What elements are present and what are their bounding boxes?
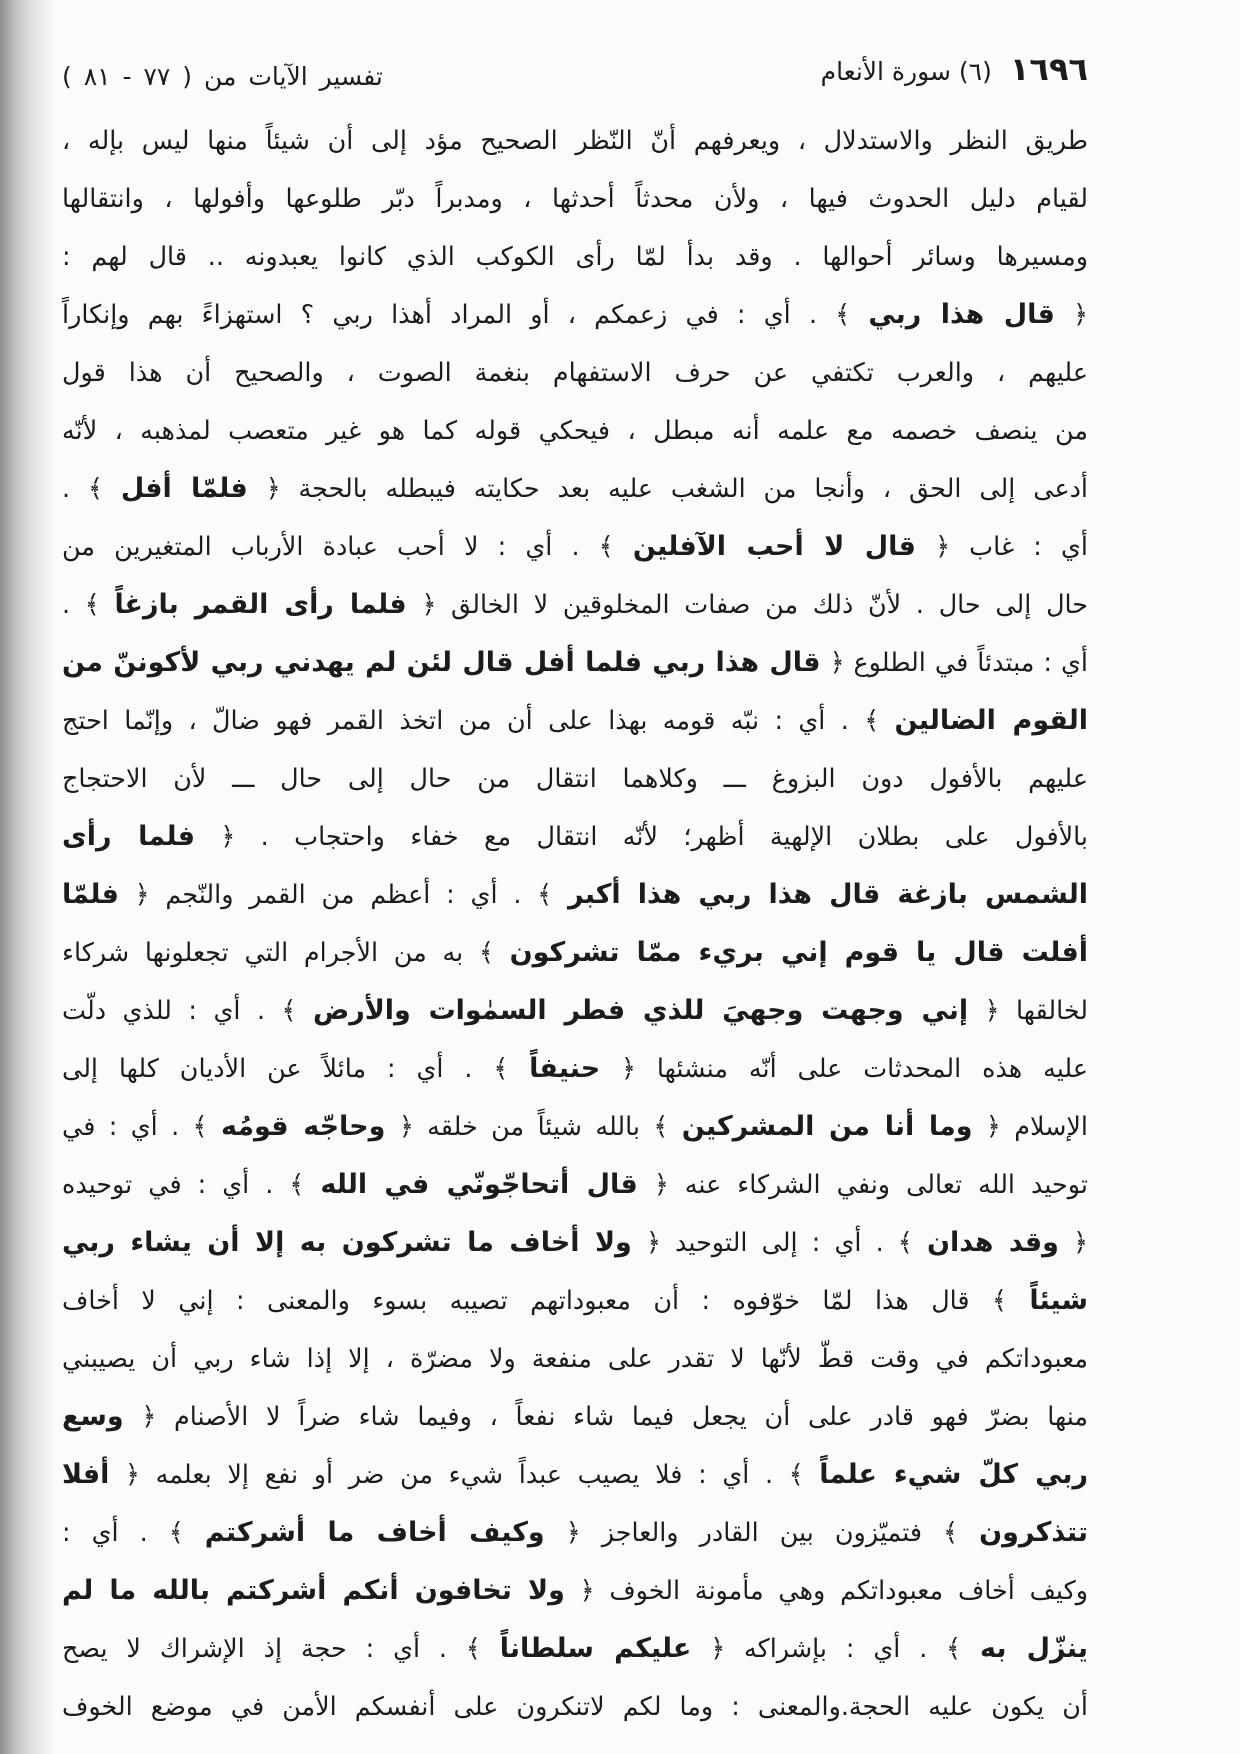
commentary-text: ﴾ . أي : حجة إذ الإشراك لا يصح (62, 1633, 481, 1663)
text-line (62, 749, 1088, 807)
commentary-text: ﴾ . أي : في زعمكم ، أو المراد أهذا ربي ؟ استهزاءً بهم وإنكاراً (62, 299, 851, 329)
section-range: تفسير الآيات من ( ٧٧ - ٨١ ) (62, 62, 383, 91)
quran-verse: عليكم سلطاناً (499, 1633, 692, 1664)
page-body (62, 111, 1088, 1735)
quran-verse: القوم الضالين (894, 705, 1088, 736)
quran-verse: قال لا أحب الآفلين (632, 531, 916, 562)
quran-verse: ربي كلّ شيء علماً (819, 1459, 1088, 1490)
text-line (62, 1097, 1088, 1155)
commentary-text: الإسلام ﴿ (985, 1111, 1088, 1141)
quran-verse: وسع (62, 1401, 124, 1432)
quran-verse: قال هذا ربي (868, 299, 1055, 330)
commentary-text: لخالقها ﴿ (984, 995, 1088, 1025)
text-line (62, 981, 1088, 1039)
commentary-text: ﴾ . أي : مائلاً عن الأديان كلها إلى (62, 1053, 509, 1083)
commentary-text: ﴾ . أي : لا أحب عبادة الأرباب المتغيرين من (62, 531, 614, 561)
quran-verse: وكيف أخاف ما أشركتم (204, 1517, 545, 1548)
quran-verse: أفلت قال يا قوم إني بريء ممّا تشركون (509, 937, 1088, 968)
commentary-text: ﴾ بالله شيئاً من خلقه ﴿ (398, 1111, 669, 1141)
text-line (62, 691, 1088, 749)
commentary-text: ﴾ . أي : أعظم من القمر والنّجم ﴿ (134, 879, 553, 909)
commentary-text: ﴾ قال هذا لمّا خوّفوه : أن معبوداتهم تصيبه بسوء والمعنى : إني لا أخاف (62, 1285, 1007, 1315)
commentary-text: ﴾ . أي : (62, 1517, 184, 1547)
commentary-text: ﴾ به من الأجرام التي تجعلونها شركاء (62, 937, 494, 967)
commentary-text: ﴾ . أي : في (62, 1111, 208, 1141)
quran-verse: فلمّا (62, 879, 119, 910)
text-line (62, 1503, 1088, 1561)
text-line (62, 1213, 1088, 1271)
commentary-text: ﴾ . (62, 589, 100, 619)
commentary-text: عليه هذه المحدثات على أنّه منشئها ﴿ (621, 1053, 1088, 1083)
commentary-text: عليهم ، والعرب تكتفي عن حرف الاستفهام بنغمة الصوت ، والصحيح أن هذا قول (62, 357, 1088, 387)
text-line (62, 227, 1088, 285)
quran-verse: ينزّل به (979, 1633, 1088, 1664)
text-line (62, 111, 1088, 169)
commentary-text: ﴾ . أي : في توحيده (62, 1169, 305, 1199)
commentary-text: ﴾ . أي : للذي دلّت (62, 995, 297, 1025)
quran-verse: قال أتحاجّونّي في الله (320, 1169, 638, 1200)
commentary-text: من ينصف خصمه مع علمه أنه مبطل ، فيحكي قوله كما هو غير متعصب لمذهبه ، لأنّه (62, 415, 1088, 445)
commentary-text: أي : غاب ﴿ (935, 531, 1088, 561)
commentary-text: ﴿ (1073, 299, 1088, 329)
text-line (62, 459, 1088, 517)
text-line (62, 1677, 1088, 1735)
text-line (62, 1039, 1088, 1097)
text-line (62, 1619, 1088, 1677)
commentary-text: ومسيرها وسائر أحوالها . وقد بدأ لمّا رأى الكوكب الذي كانوا يعبدونه .. قال لهم : (62, 241, 1088, 271)
quran-verse: وحاجّه قومُه (220, 1111, 386, 1142)
commentary-text: أي : مبتدئاً في الطلوع ﴿ (829, 647, 1088, 677)
commentary-text: أدعى إلى الحق ، وأنجا من الشغب عليه بعد حكايته فيبطله بالحجة ﴿ (265, 473, 1089, 503)
text-line (62, 1445, 1088, 1503)
text-line (62, 575, 1088, 633)
quran-verse: الشمس بازغة قال هذا ربي هذا أكبر (567, 879, 1088, 910)
quran-verse: شيئاً (1029, 1285, 1088, 1316)
commentary-text: لقيام دليل الحدوث فيها ، ولأن محدثاً أحدثها ، ومدبراً دبّر طلوعها وأفولها ، وانتقالها (62, 183, 1088, 213)
text-line (62, 1329, 1088, 1387)
text-line (62, 517, 1088, 575)
text-line (62, 169, 1088, 227)
quran-verse: فلمّا أفل (120, 473, 248, 504)
quran-verse: وقد هدان (926, 1227, 1059, 1258)
quran-verse: ولا تخافون أنكم أشركتم بالله ما لم (62, 1575, 565, 1606)
text-line (62, 343, 1088, 401)
commentary-text: بالأفول على بطلان الإلهية أظهر؛ لأنّه انتقال مع خفاء واحتجاب . ﴿ (220, 821, 1088, 851)
scan-gutter-shadow (0, 0, 56, 1754)
text-line (62, 1561, 1088, 1619)
text-line (62, 923, 1088, 981)
quran-verse: أفلا (62, 1459, 110, 1490)
commentary-text: ﴾ . أي : نبّه قومه بهذا على أن من اتخذ القمر فهو ضالّ ، وإنّما احتج (62, 705, 880, 735)
text-line (62, 865, 1088, 923)
commentary-text: حال إلى حال . لأنّ ذلك من صفات المخلوقين لا الخالق ﴿ (421, 589, 1089, 619)
text-line (62, 285, 1088, 343)
commentary-text: أن يكون عليه الحجة.والمعنى : وما لكم لاتنكرون على أنفسكم الأمن في موضع الخوف (62, 1691, 1088, 1721)
text-line (62, 1271, 1088, 1329)
quran-verse: حنيفاً (529, 1053, 601, 1084)
surah-title: (٦) سورة الأنعام (820, 57, 992, 86)
quran-verse: فلما رأى (62, 821, 195, 852)
text-line (62, 1155, 1088, 1213)
commentary-text: عليهم بالأفول دون البزوغ ـــ وكلاهما انتقال من حال إلى حال ـــ لأن الاحتجاج (62, 763, 1088, 793)
commentary-text: ﴿ (1073, 1227, 1088, 1257)
commentary-text: ﴾ . أي : بإشراكه ﴿ (710, 1633, 962, 1663)
quran-verse: ولا أخاف ما تشركون به إلا أن يشاء ربي (62, 1227, 632, 1258)
text-line (62, 1387, 1088, 1445)
commentary-text: ﴾ . (62, 473, 103, 503)
quran-verse: وما أنا من المشركين (681, 1111, 973, 1142)
commentary-text: معبوداتكم في وقت قطّ لأنّها لا تقدر على منفعة ولا مضرّة ، إلا إذا شاء ربي أن يصيبني (62, 1343, 1088, 1373)
commentary-text: توحيد الله تعالى ونفي الشركاء عنه ﴿ (653, 1169, 1088, 1199)
commentary-text: منها بضرّ فهو قادر على أن يجعل فيما شاء نفعاً ، وفيما شاء ضراً لا الأصنام ﴿ (141, 1401, 1088, 1431)
commentary-text: طريق النظر والاستدلال ، ويعرفهم أنّ النّظر الصحيح مؤد إلى أن شيئاً منها ليس بإله ، (62, 125, 1088, 155)
quran-verse: إني وجهت وجهيَ للذي فطر السمٰوات والأرض (312, 995, 969, 1026)
commentary-text: وكيف أخاف معبوداتكم وهي مأمونة الخوف ﴿ (579, 1575, 1088, 1605)
commentary-text: ﴾ فتميّزون بين القادر والعاجز ﴿ (565, 1517, 958, 1547)
running-header-right (821, 50, 1088, 88)
text-line (62, 807, 1088, 865)
text-line (62, 401, 1088, 459)
commentary-text: ﴾ . أي : فلا يصيب عبداً شيء من ضر أو نفع إلا بعلمه ﴿ (125, 1459, 804, 1489)
text-line (62, 633, 1088, 691)
quran-verse: قال هذا ربي فلما أفل قال لئن لم يهدني ربي لأكوننّ من (62, 647, 821, 678)
commentary-text: ﴾ . أي : إلى التوحيد ﴿ (645, 1227, 913, 1257)
quran-verse: فلما رأى القمر بازغاً (114, 589, 407, 620)
quran-verse: تتذكرون (979, 1517, 1088, 1548)
page-number: ١٦٩٦ (1009, 50, 1088, 88)
